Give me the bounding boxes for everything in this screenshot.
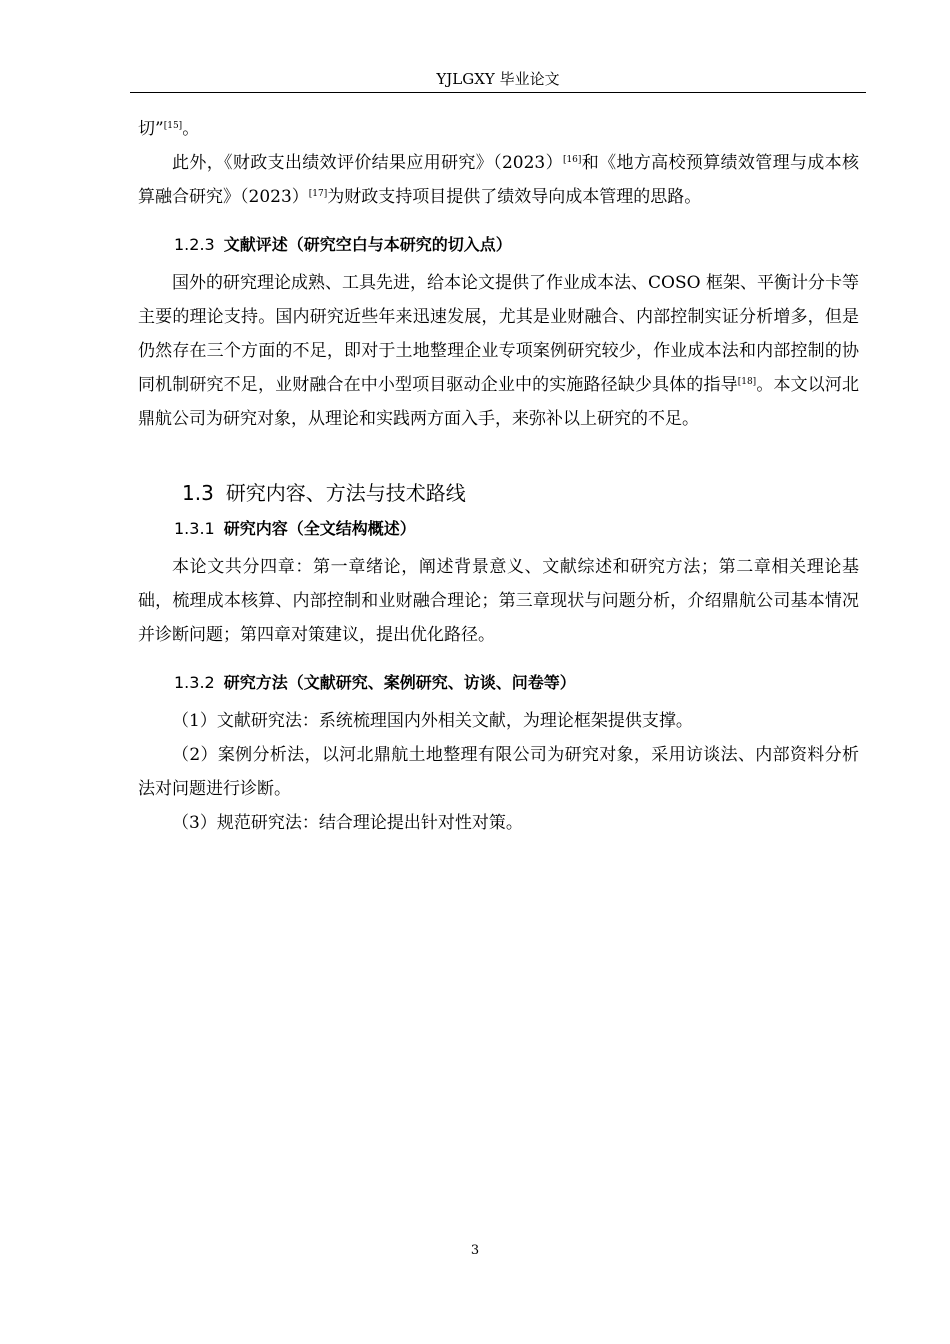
method-item-2: （2）案例分析法，以河北鼎航土地整理有限公司为研究对象，采用访谈法、内部资料分析法对问题进行诊断。 — [138, 745, 859, 799]
citation: [18] — [737, 377, 757, 387]
paragraph-funding: 此外，《财政支出绩效评价结果应用研究》（2023）[16]和《地方高校预算绩效管理与成本核算融合研究》（2023）[17]为财政支持项目提供了绩效导向成本管理的思路。 — [138, 153, 860, 207]
section-heading-1-2-3: 1.2.3 文献评述（研究空白与本研究的切入点） — [174, 235, 512, 254]
paragraph-continuation: 切”[15]。 — [138, 119, 200, 139]
page-body — [138, 112, 859, 840]
citation: [15] — [163, 121, 183, 131]
header-title: YJLGXY 毕业论文 — [436, 70, 560, 88]
section-heading-1-3-1: 1.3.1 研究内容（全文结构概述） — [174, 519, 416, 538]
method-item-1: （1）文献研究法：系统梳理国内外相关文献，为理论框架提供支撑。 — [172, 711, 693, 731]
running-header — [130, 66, 866, 93]
citation: [17] — [308, 189, 328, 199]
paragraph-literature-review: 国外的研究理论成熟、工具先进，给本论文提供了作业成本法、COSO 框架、平衡计分卡等主要的理论支持。国内研究近些年来迅速发展，尤其是业财融合、内部控制实证分析增多，但是仍然存在三个方面的不足，即对于土地整理企业专项案例研究较少，作业成本法和内部控制的协同机制研究不足，业财融合在中小型项目驱动企业中的实施路径缺少具体的指导[18]。本文以河北鼎航公司为研究对象，从理论和实践两方面入手，来弥补以上研究的不足。 — [138, 273, 860, 429]
page-number: 3 — [470, 1243, 480, 1258]
method-item-3: （3）规范研究法：结合理论提出针对性对策。 — [172, 813, 523, 833]
section-heading-1-3: 1.3 研究内容、方法与技术路线 — [182, 481, 466, 505]
citation: [16] — [562, 155, 582, 165]
section-heading-1-3-2: 1.3.2 研究方法（文献研究、案例研究、访谈、问卷等） — [174, 673, 576, 692]
paragraph-research-content: 本论文共分四章：第一章绪论，阐述背景意义、文献综述和研究方法；第二章相关理论基础，梳理成本核算、内部控制和业财融合理论；第三章现状与问题分析，介绍鼎航公司基本情况并诊断问题；第四章对策建议，提出优化路径。 — [138, 557, 859, 645]
